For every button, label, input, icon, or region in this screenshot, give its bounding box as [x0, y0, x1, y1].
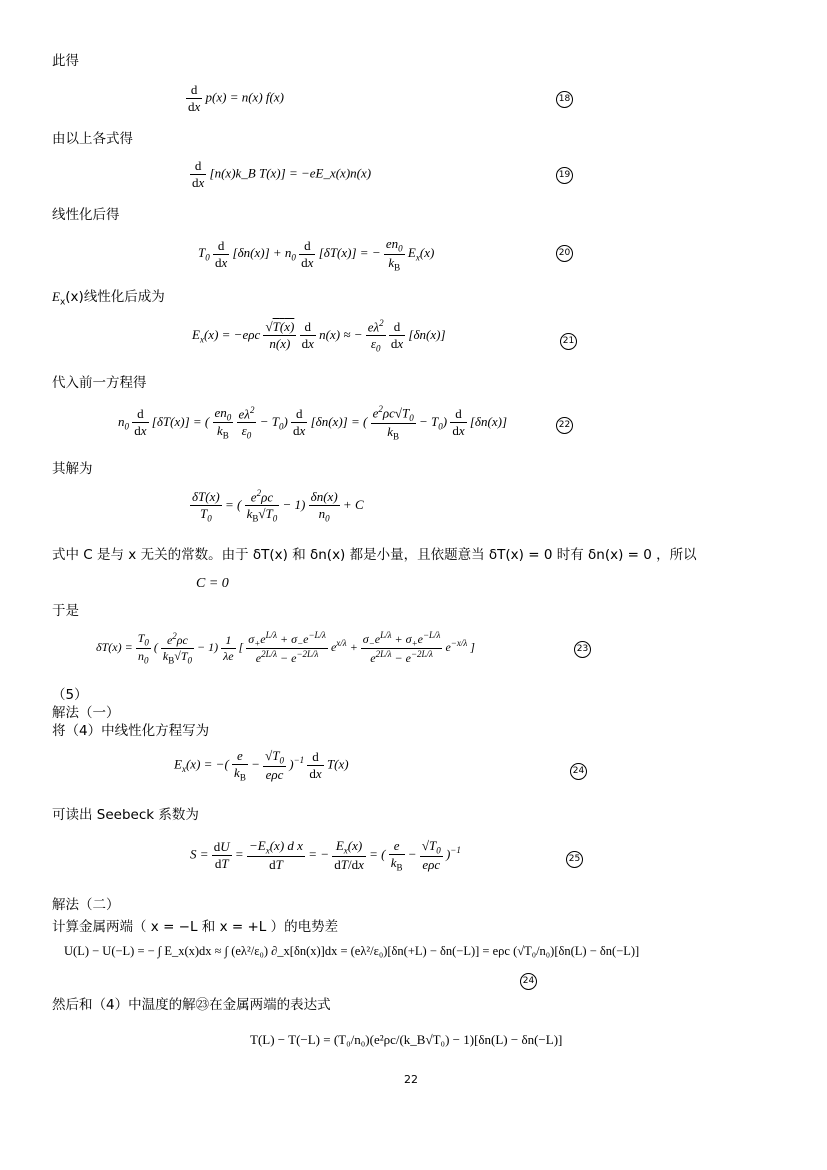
equation-19: $\frac{d}{dx}$ [n(x)k_B T(x)] = −eE_x(x)n(x) — [192, 158, 372, 190]
equation-number-24: 24 — [570, 762, 587, 780]
equation-c-zero: C = 0 — [196, 576, 229, 591]
equation-number-18: 18 — [556, 90, 573, 108]
equation-number-21: 21 — [560, 332, 577, 350]
text-line-15: 计算金属两端（ x = −L 和 x = +L ）的电势差 — [52, 919, 339, 935]
ex-var: E — [52, 289, 60, 304]
equation-19-body: [n(x)k_B T(x)] = −eE_x(x)n(x) — [209, 165, 372, 181]
text-line-16: 然后和（4）中温度的解㉓在金属两端的表达式 — [52, 997, 331, 1013]
ex-sub: x — [59, 297, 66, 308]
equation-22: $n_0$ $\frac{d}{dx}$ [δT(x)] = ( $\frac{en_0}{k_B}$ $\frac{e\lambda^2}{\varepsilon_0}$ − $T_0$) $\frac{d}{dx}$ [δn(x)] = ( $\frac{e^2\rho c√T_0}{k_B}$ − $T_0$) $\frac{d}{dx}$ [δn(x)] — [118, 404, 507, 442]
text-line-2: 由以上各式得 — [52, 131, 133, 147]
page-number: 22 — [404, 1073, 418, 1086]
text-line-5: 代入前一方程得 — [52, 375, 147, 391]
equation-18: $\frac{d}{dx}$ p(x) = n(x) f(x) — [188, 82, 284, 114]
text-line-11: 解法（一） — [52, 705, 120, 721]
equation-number-25: 25 — [566, 850, 583, 868]
equation-number-19: 19 — [556, 166, 573, 184]
equation-18-body: p(x) = n(x) f(x) — [205, 89, 284, 105]
equation-21: $E_x(x) = -e\rho c$ $\frac{√T(x)}{n(x)}$ $\frac{d}{dx}$ n(x) ≈ − $\frac{e\lambda^2}{\varepsilon_0}$ $\frac{d}{dx}$ [δn(x)] — [192, 318, 446, 354]
equation-24b: U(L) − U(−L) = − ∫ E_x(x)dx ≈ ∫ (eλ²/ε₀) ∂_x[δn(x)]dx = (eλ²/ε₀)[δn(+L) − δn(−L)] = eρc (√T₀/n₀)[δn(L) − δn(−L)] — [64, 944, 640, 958]
text-line-3: 线性化后得 — [52, 207, 120, 223]
equation-number-20: 20 — [556, 244, 573, 262]
equation-number-24b: 24 — [520, 972, 537, 990]
equation-25: S = $\frac{dU}{dT}$ = $\frac{-E_x(x) d x}{dT}$ = − $\frac{E_x(x)}{dT/dx}$ = ( $\frac{e}{k_B}$ − $\frac{√T_0}{\text{eρc}}$ )$^{-1}$ — [190, 838, 461, 873]
text-line-1: 此得 — [52, 53, 79, 69]
equation-solution: $\frac{\delta T(x)}{T_0}$ = ( $\frac{e^2\rho c}{k_B√T_0}$ − 1) $\frac{\delta n(x)}{n_0}$ + C — [192, 488, 364, 524]
equation-23: δT(x) = $\frac{T_0}{n_0}$ ( $\frac{e^2\rho c}{k_B√T_0}$ − 1) $\frac{1}{\lambda e}$ [ $\frac{\sigma_+e^{L/\lambda} + \sigma_-e^{-L/\lambda}}{e^{2L/\lambda} - e^{-2L/\lambda}}$ $e^{x/\lambda}$ + $\frac{\sigma_-e^{L/\lambda} + \sigma_+e^{-L/\lambda}}{e^{2L/\lambda} - e^{-2L/\lambda}}$ $e^{-x/\lambda}$ ] — [96, 630, 475, 666]
text-line-14: 解法（二） — [52, 897, 120, 913]
text-line-6: 其解为 — [52, 461, 93, 477]
equation-20: $T_0$ $\frac{d}{dx}$ $[\delta n(x)] + n_0$ $\frac{d}{dx}$ [δT(x)] = − $\frac{en_0}{k_B}$ $E_x(x)$ — [198, 236, 435, 273]
text-line-4-label: 线性化后成为 — [83, 289, 165, 305]
text-line-10: （5） — [52, 687, 88, 703]
equation-24: $E_x(x)$ = −( $\frac{e}{k_B}$ − $\frac{√T_0}{\text{eρc}}$ )$^{-1}$ $\frac{d}{dx}$ T(x) — [174, 748, 349, 783]
equation-number-23: 23 — [574, 640, 591, 658]
text-line-4 — [52, 288, 165, 312]
text-line-7: 式中 C 是与 x 无关的常数。由于 δT(x) 和 δn(x) 都是小量，且依题意当 δT(x) = 0 时有 δn(x) = 0 ，所以 — [52, 547, 697, 563]
ex-arg: (x) — [65, 289, 84, 305]
equation-number-22: 22 — [556, 416, 573, 434]
text-line-13: 可读出 Seebeck 系数为 — [52, 807, 199, 823]
text-line-9: 于是 — [52, 603, 79, 619]
equation-26: T(L) − T(−L) = (T₀/n₀)(e²ρc/(k_B√T₀) − 1)[δn(L) − δn(−L)] — [250, 1032, 563, 1047]
text-line-12: 将（4）中线性化方程写为 — [52, 723, 210, 739]
